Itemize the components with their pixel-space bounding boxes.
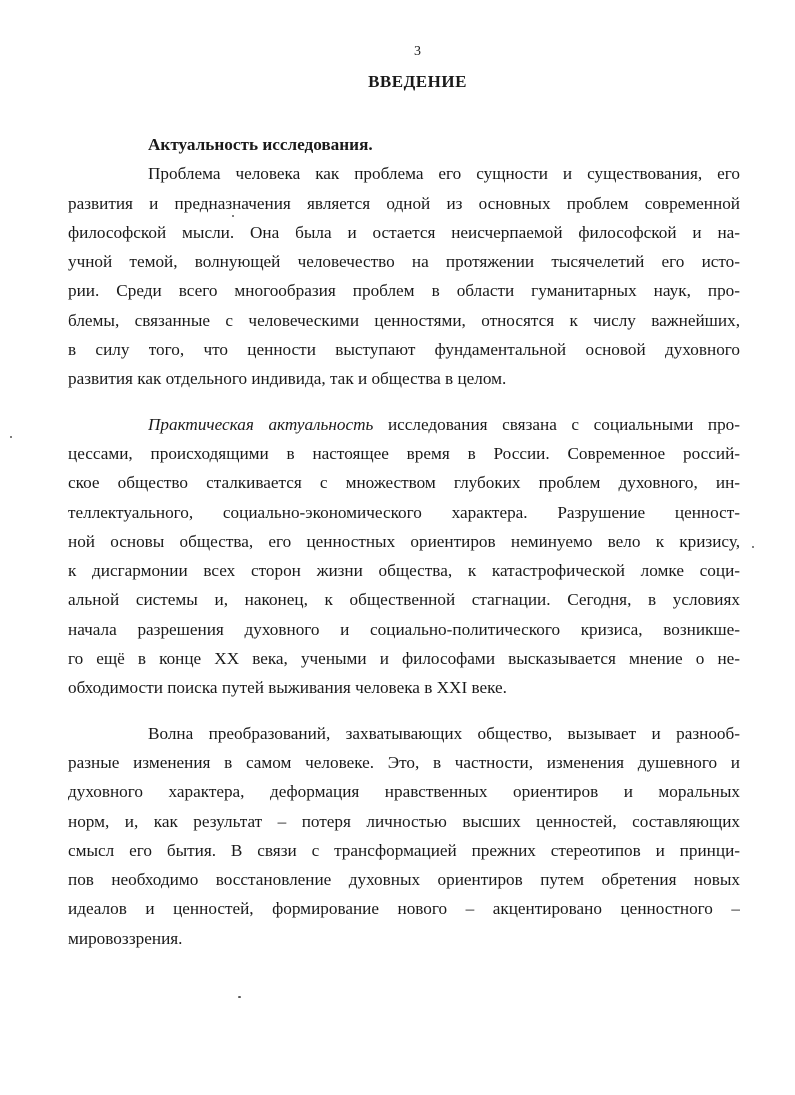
- p3-line: пов необходимо восстановление духовных ориентиров путем обретения новых: [68, 870, 740, 890]
- p2-first-rest: исследования связана с социальными про-: [373, 414, 740, 434]
- p3-line: норм, и, как результат – потеря личностью высших ценностей, составляющих: [68, 811, 740, 831]
- page-title: ВВЕДЕНИЕ: [368, 72, 467, 91]
- p2-line: цессами, происходящими в настоящее время в России. Современное россий-: [68, 443, 740, 463]
- p2-first-line: [148, 410, 740, 439]
- p2-line: начала разрешения духовного и социально-политического кризиса, возникше-: [68, 619, 740, 639]
- p1-line: Проблема человека как проблема его сущности и существования, его: [148, 164, 740, 184]
- scan-speck: [752, 546, 754, 548]
- p1-line: в силу того, что ценности выступают фундаментальной основой духовного: [68, 340, 740, 360]
- p1-line: развития и предназначения является одной из основных проблем современной: [68, 193, 740, 213]
- p2-italic-lead: Практическая актуальность: [148, 414, 374, 434]
- p2-line: ское общество сталкивается с множеством глубоких проблем духовного, ин-: [68, 473, 740, 493]
- p1-line: блемы, связанные с человеческими ценностями, относятся к числу важнейших,: [68, 310, 740, 330]
- p1-line: рии. Среди всего многообразия проблем в области гуманитарных наук, про-: [68, 281, 740, 301]
- scan-speck: [232, 215, 234, 217]
- p3-line: мировоззрения.: [68, 928, 183, 948]
- p3-line: разные изменения в самом человеке. Это, в частности, изменения душевного и: [68, 752, 740, 772]
- p3-line: идеалов и ценностей, формирование нового – акцентировано ценностного –: [68, 899, 740, 919]
- page-number: 3: [414, 44, 421, 59]
- p1-line: развития как отдельного индивида, так и общества в целом.: [68, 369, 507, 389]
- p2-line: обходимости поиска путей выживания человека в XXI веке.: [68, 678, 507, 698]
- p2-line: ной основы общества, его ценностных ориентиров неминуемо вело к кризису,: [68, 531, 740, 551]
- p2-line: к дисгармонии всех сторон жизни общества, к катастрофической ломке соци-: [68, 561, 740, 581]
- section-heading: Актуальность исследования.: [148, 135, 373, 154]
- p3-line: Волна преобразований, захватывающих общество, вызывает и разнооб-: [148, 723, 740, 743]
- p1-line: философской мысли. Она была и остается неисчерпаемой философской и на-: [68, 222, 740, 242]
- p3-line: духовного характера, деформация нравственных ориентиров и моральных: [68, 782, 740, 802]
- p1-line: учной темой, волнующей человечество на протяжении тысячелетий его исто-: [68, 252, 740, 272]
- scan-speck: [238, 996, 241, 998]
- body-text: [68, 130, 740, 953]
- p2-line: альной системы и, наконец, к общественной стагнации. Сегодня, в условиях: [68, 590, 740, 610]
- p2-line: теллектуального, социально-экономического характера. Разрушение ценност-: [68, 502, 740, 522]
- scan-speck: [10, 436, 12, 438]
- p3-line: смысл его бытия. В связи с трансформацией прежних стереотипов и принци-: [68, 840, 740, 860]
- p2-line: го ещё в конце XX века, учеными и философами высказывается мнение о не-: [68, 649, 740, 669]
